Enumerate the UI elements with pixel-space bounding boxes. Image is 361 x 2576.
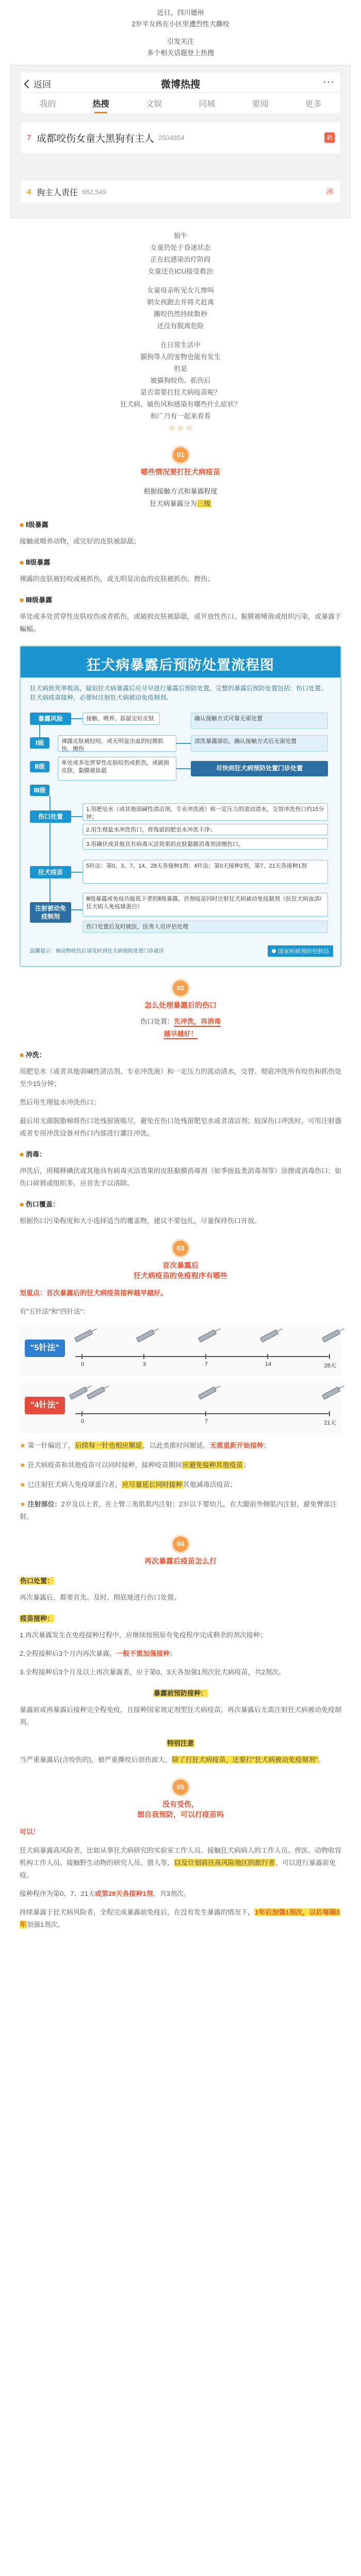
section-number-badge: 02 — [173, 980, 188, 996]
label-text: 消毒： — [25, 1150, 46, 1158]
note-highlight: 应避免接种其他疫苗 — [182, 1461, 243, 1469]
syringe-icon — [322, 1329, 340, 1343]
wash-text: 最后用无菌脱脂棉将伤口处残留液吸尽，避免在伤口处残留肥皂水或者清洁剂；较深伤口冲洗时，可用注射器或者专用冲洗设备对伤口内部进行灌注冲洗。 — [20, 1117, 342, 1137]
day-label: 0 — [80, 1361, 85, 1367]
pre-exposure-label — [20, 1688, 341, 1698]
flowchart-title: 狂犬病暴露后预防处置流程图 — [87, 657, 274, 673]
new-badge: 新 — [324, 132, 335, 143]
tab-entertainment[interactable]: 文娱 — [145, 99, 162, 109]
bullet-icon: ■ — [20, 596, 24, 604]
section-title: 没有受伤， — [162, 1800, 199, 1808]
heat-count: 2504654 — [158, 133, 185, 142]
hot-topic[interactable]: 狗主人责任 — [37, 188, 78, 197]
exposure-text-3: 单处或多处贯穿性皮肤咬伤或者抓伤，或破损皮肤被舔舐，或开放性伤口、黏膜被唾液或组织污染，或暴露于蝙蝠。 — [20, 613, 342, 633]
label-text: Ⅰ级暴露 — [25, 521, 48, 529]
vaccine-schedule-text: 5针法：第0、3、7、14、28天各接种1剂；4针法：第0天接种2剂，第7、21天各接种1剂 — [83, 860, 328, 884]
day-label: 7 — [204, 1361, 208, 1367]
exposure-label-3 — [20, 595, 341, 604]
step-text: ； — [170, 1650, 177, 1657]
exposure-text-1: 接触或喂养动物，或完好的皮肤被舔舐； — [20, 537, 141, 545]
intro-line: 近日，四川德州 — [157, 9, 204, 16]
note-text: ； — [243, 1461, 250, 1469]
weibo-header — [21, 73, 340, 93]
section-number-badge: 04 — [173, 1536, 188, 1552]
boil-badge: 沸 — [326, 188, 333, 196]
five-dose-tag: "5针法" — [25, 1340, 65, 1357]
lead-line: 根据接触方式和暴露程度 — [143, 487, 218, 495]
wound-step-2: 2.用生理盐水冲洗伤口，将残留的肥皂水冲洗干净； — [83, 824, 328, 835]
tab-more[interactable]: 更多 — [305, 99, 322, 109]
note-1 — [20, 1439, 341, 1452]
section-header-1 — [0, 447, 361, 477]
section-number-badge: 05 — [173, 1780, 188, 1795]
note-highlight: 应尽量延长同时接种 — [122, 1481, 183, 1488]
syringe-icon — [74, 1329, 93, 1343]
flow-arrow — [39, 725, 40, 737]
label-text: 伤口处置： — [20, 1577, 54, 1585]
level-2-desc: 裸露皮肤被轻咬，或无明显出血的轻微抓伤、擦伤 — [58, 735, 176, 752]
story-line: 狼牛 — [173, 232, 187, 240]
label-text: Ⅱ级暴露 — [25, 558, 51, 566]
section-title: 怎么处理暴露后的伤口 — [144, 1001, 217, 1009]
note-text: 已注射狂犬病人免疫球蛋白者， — [27, 1481, 122, 1488]
vaccination-step-1: 1.再次暴露发生在免疫接种过程中，应继续按照原有免疫程序完成剩余的剂次接种； — [20, 1631, 267, 1639]
body-text: 加强1剂次。 — [27, 1921, 64, 1928]
level-1-box: Ⅰ级 — [30, 737, 50, 749]
timeline-line — [75, 1413, 329, 1414]
weibo-title: 微博热搜 — [160, 79, 200, 90]
note-text: 其他减毒活疫苗； — [183, 1481, 237, 1488]
body-text: ，可以进行暴露前免疫。 — [20, 1859, 336, 1879]
lead-text: 狂犬病暴露分为 — [150, 500, 197, 507]
bullet-icon: ■ — [20, 558, 24, 566]
level-2-box: Ⅱ级 — [30, 761, 50, 772]
hot-search-row[interactable] — [21, 181, 340, 202]
brand-logo-icon — [272, 949, 276, 953]
vaccination-step-2 — [20, 1648, 341, 1660]
note-label: 注射部位： — [27, 1500, 61, 1508]
intro-block — [0, 0, 361, 59]
weibo-tabs — [21, 93, 340, 114]
day-label: 21天 — [324, 1420, 336, 1426]
section-title: 首次暴露后 — [162, 1261, 199, 1269]
wound-text: 再次暴露后，都要首先、及时、彻底地进行伤口处置。 — [20, 1594, 181, 1601]
timeline-line — [75, 1356, 329, 1357]
label-text: Ⅲ级暴露 — [25, 596, 53, 604]
day-label: 0 — [80, 1418, 85, 1425]
note-text: 当严重暴露后(含咬伤的)，被严重撕咬后创伤面大， — [20, 1756, 172, 1764]
label-text: 冲洗： — [25, 1051, 46, 1059]
body-red: 1年后加强1剂次，以后每隔3年 — [20, 1908, 340, 1928]
vaccination-label — [20, 1613, 341, 1623]
section-header-2 — [0, 980, 361, 1010]
special-note-label — [20, 1738, 341, 1748]
story-line: 朝女孩跑去并将犬赶离 — [146, 298, 214, 306]
pre-exposure-schedule — [20, 1888, 341, 1900]
day-label: 7 — [204, 1418, 208, 1425]
weibo-hot-search-screenshot — [10, 65, 351, 218]
label-text: 疫苗接种： — [20, 1615, 54, 1622]
flow-arrow — [50, 823, 51, 866]
special-note-text — [20, 1754, 341, 1766]
flow-arrow — [71, 909, 83, 910]
vaccination-step-3: 3.全程接种后3个月及以上再次暴露者，应于第0、3天各加强1剂次狂犬病疫苗，共2剂次。 — [20, 1668, 285, 1676]
intro-line: 多个相关话题登上热搜 — [146, 49, 214, 57]
pre-exposure-text: 暴露前或再暴露后接种完全程免疫，且接种国家规定剂型狂犬病疫苗，再次暴露后无需注射狂犬病被动免疫制剂。 — [20, 1706, 342, 1726]
wound-step-3: 3.用碘伏或其他具有病毒灭活效果的皮肤黏膜消毒剂涂擦伤口。 — [83, 838, 328, 850]
emoji-dots: ☺ ☺ ☺ — [168, 424, 193, 432]
step-text: 2.全程接种后3个月内再次暴露， — [20, 1650, 117, 1657]
timeline-tick — [329, 1354, 330, 1359]
step-red: 一般不需加强接种 — [116, 1650, 170, 1657]
section-5-body — [0, 1826, 361, 1931]
flowchart-intro: 狂犬病致死率极高，疑似狂犬病暴露后应尽早进行暴露后预防处置，完整的暴露后预防处置包括：伤口处置、狂犬病疫苗接种，必要时注射狂犬病被动免疫制剂。 — [30, 685, 327, 701]
flow-arrow — [71, 816, 83, 817]
note-highlight: 后续每一针也相应顺延 — [75, 1442, 142, 1449]
back-label: 返回 — [34, 80, 51, 90]
wound-label — [20, 1575, 341, 1585]
story-line: 在日常生活中 — [160, 341, 201, 349]
section-title: 再次暴露后疫苗怎么打 — [144, 1557, 217, 1565]
booster-text — [20, 1906, 341, 1931]
section-number-badge: 03 — [173, 1241, 188, 1256]
tab-hot[interactable]: 热搜 — [91, 93, 110, 113]
level-3-desc: 单处或多处贯穿性皮肤咬伤或抓伤，或破损皮肤、黏膜被舔舐 — [58, 757, 176, 781]
schemes-intro: 有"五针法"和"四针法"： — [20, 1308, 90, 1315]
story-line: 女童仍处于昏迷状态 — [150, 244, 211, 251]
exposure-label-2 — [20, 557, 341, 567]
cover-label — [20, 1199, 341, 1209]
flow-arrow — [176, 768, 191, 769]
highlight-three-levels: 三级 — [197, 500, 211, 507]
tab-mine[interactable]: 我的 — [39, 99, 56, 109]
note-text: ，以此类推时间顺延， — [142, 1442, 210, 1449]
flow-arrow — [71, 718, 83, 719]
timeline-tick — [267, 1354, 268, 1359]
subtitle-red: 越早越好！ — [163, 1030, 197, 1039]
label-text: 暴露前预防接种： — [153, 1689, 207, 1697]
section-subtitle: 狂犬病疫苗的免疫程序有哪些 — [134, 1272, 227, 1280]
note-text: 。 — [318, 1756, 325, 1764]
timeline-tick — [81, 1354, 83, 1359]
section-2-body — [0, 1049, 361, 1227]
note-text: ； — [263, 1442, 270, 1449]
immune-box: 注射被动免疫制剂 — [30, 902, 71, 923]
hot-topic[interactable]: 成都咬伤女童大黑狗有主人 — [37, 133, 155, 144]
note-text: 2岁及以上者，在上臂三角肌肌内注射；2岁以下婴幼儿，在大腿前外侧肌内注射，避免臀部注射。 — [20, 1500, 337, 1520]
day-label: 14 — [265, 1361, 272, 1367]
four-dose-schedule — [20, 1382, 341, 1432]
star-icon: ★ — [20, 1500, 26, 1508]
story-line: 但是 — [173, 365, 187, 372]
subtitle-red: 先冲洗，再消毒 — [174, 1018, 221, 1027]
four-dose-tag: "4针法" — [25, 1397, 65, 1414]
subtitle-line — [0, 1028, 361, 1040]
day-label: 28天 — [324, 1363, 336, 1369]
story-line: 正在抗感染治疗阶段 — [150, 256, 211, 263]
wash-label — [20, 1049, 341, 1059]
section-1-lead — [0, 485, 361, 510]
story-line: 女童母亲听见女儿惨叫 — [146, 286, 214, 294]
star-icon: ★ — [20, 1461, 26, 1469]
exposure-text-2: 裸露的皮肤被轻咬或被抓伤，或无明显出血的皮肤被抓伤、擦伤； — [20, 575, 215, 583]
brand-text: 国家疾病预防控制局 — [278, 948, 329, 955]
timeline-tick — [81, 1411, 83, 1416]
warning-text: 伤口处置后及时就医，医务人员评估处理 — [83, 921, 328, 933]
label-text: 伤口覆盖： — [25, 1200, 59, 1208]
flowchart-brand — [268, 945, 333, 957]
syringe-icon — [260, 1329, 278, 1343]
intro-line: 2岁半女孩在小区里遭烈性犬撕咬 — [132, 20, 229, 28]
section-2-subtitle — [0, 1015, 361, 1040]
flow-arrow — [176, 743, 191, 744]
pre-exposure-risk-text — [20, 1844, 341, 1882]
star-icon: ★ — [20, 1481, 26, 1488]
contact-box: 接触、喂养、舔舐完好皮肤 — [83, 713, 160, 725]
section-header-4 — [0, 1536, 361, 1566]
section-1-body — [0, 519, 361, 635]
story-line: 撕咬仍然持续数秒 — [153, 310, 207, 318]
hot-search-row[interactable] — [21, 122, 340, 153]
exposure-label-1 — [20, 519, 341, 529]
disinfect-text: 冲洗后，用稀释碘伏或其他具有病毒灭活效果的皮肤黏膜消毒剂（如季铵盐类消毒剂等）涂擦或消毒伤口；如伤口碎屑或组织多，应首先予以清除。 — [20, 1167, 342, 1187]
label-text: 特别注意 — [167, 1739, 194, 1747]
rank-number: 4 — [26, 187, 31, 196]
note-text: 狂犬病疫苗和其他疫苗可以同时接种，接种疫苗期间 — [27, 1461, 182, 1469]
bullet-icon: ■ — [20, 521, 24, 529]
flowchart-footnote: 温馨提示：被动物咬伤后请及时到狂犬病预防处置门诊就诊 — [30, 948, 164, 954]
section-subtitle: 想自我预防，可以打疫苗吗 — [137, 1810, 224, 1819]
subtitle-text: 伤口处置： — [140, 1018, 174, 1025]
wash-text: 用肥皂水（或者其他弱碱性清洁剂、专业冲洗液）和一定压力的流动清水，交替、彻底冲洗所有咬伤和抓伤处至少15分钟； — [20, 1067, 342, 1088]
star-icon: ★ — [20, 1442, 26, 1449]
lead-line — [0, 498, 361, 510]
vaccine-box: 狂犬疫苗 — [30, 866, 71, 878]
key-point: 划重点：首次暴露后的狂犬病疫苗接种越早越好。 — [20, 1289, 168, 1297]
story-line: 猫狗等人的宠物也能有发生 — [140, 353, 221, 361]
bullet-icon: ■ — [20, 1200, 24, 1208]
section-3-notes — [0, 1439, 361, 1523]
no-treatment-box: 确认接触方式可靠无需处置 — [191, 713, 328, 729]
story-line: 狂犬病、破伤风和感染有哪些什么症状？ — [120, 400, 241, 408]
wound-treatment-box: 伤口处置 — [30, 810, 71, 823]
tab-news[interactable]: 要闻 — [252, 99, 269, 109]
wound-step-1: 1.用肥皂水（或其他弱碱性清洁剂、专业冲洗液）和一定压力的流动清水，交替冲洗伤口约15分钟； — [83, 803, 328, 821]
story-line: 女童还在ICU接受救治 — [147, 267, 214, 275]
intro-line: 引发关注 — [167, 38, 194, 45]
syringe-icon — [69, 1386, 88, 1400]
timeline-tick — [329, 1411, 330, 1416]
cover-text: 根据伤口污染程度和大小选择适当的覆盖物，建议不要包扎，尽量保持伤口开放。 — [20, 1217, 261, 1225]
more-icon[interactable]: ··· — [323, 76, 335, 88]
note-highlight: 除了打狂犬病疫苗，还要打"狂犬病被动免疫制剂" — [172, 1756, 318, 1764]
five-dose-schedule — [20, 1325, 341, 1375]
note-3 — [20, 1479, 341, 1491]
section-3-body — [0, 1287, 361, 1318]
day-label: 3 — [142, 1361, 146, 1367]
body-text: 持续暴露于狂犬病风险者，全程完成暴露前免疫后，在没有发生暴露的情况下， — [20, 1908, 255, 1916]
note-red: 无需重新开始接种 — [209, 1442, 264, 1449]
bullet-icon: ■ — [20, 1150, 24, 1158]
level-3-box: Ⅲ级 — [30, 785, 50, 796]
section-number-badge: 01 — [173, 447, 188, 463]
answer-text: 可以！ — [20, 1828, 40, 1836]
section-title: 哪些情况要打狂犬病疫苗 — [141, 468, 220, 476]
flow-arrow — [50, 796, 51, 810]
story-line: 还没有脱离危险 — [157, 322, 204, 330]
tab-local[interactable]: 同城 — [199, 99, 216, 109]
section-header-5 — [0, 1780, 361, 1820]
flow-arrow — [71, 872, 83, 873]
timeline-tick — [205, 1411, 206, 1416]
body-text: ，共3剂次。 — [153, 1890, 190, 1897]
flow-arrow — [50, 878, 51, 902]
disinfect-label — [20, 1149, 341, 1159]
wash-text: 然后用生理盐水冲洗伤口； — [20, 1098, 101, 1106]
clinic-box: 尽快到狂犬病预防处置门诊处置 — [191, 761, 328, 776]
body-red: 或第28天各接种1剂 — [94, 1890, 153, 1897]
timeline-tick — [143, 1354, 144, 1359]
note-text: 第一针偏迟了， — [27, 1442, 75, 1449]
section-4-body — [0, 1575, 361, 1766]
syringe-icon — [136, 1329, 155, 1343]
section-header-3 — [0, 1241, 361, 1281]
story-line: 和广乃有一起来看看 — [150, 412, 211, 420]
subtitle-line — [0, 1015, 361, 1028]
syringe-icon — [198, 1329, 217, 1343]
timeline-tick — [205, 1354, 206, 1359]
exposure-risk-box: 暴露风险 — [30, 713, 71, 725]
body-text: 狂犬病暴露高风险者，比如从事狂犬病研究的实验室工作人员、接触狂犬病病人的工作人员、兽医、动物收容机构工作人员、接触野生动物的研究人员、猎人等， — [20, 1846, 342, 1867]
syringe-icon — [87, 1386, 105, 1400]
syringe-icon — [322, 1386, 340, 1400]
rabies-flowchart — [20, 646, 341, 967]
wash-box: 清洗暴露部位，确认接触方式后无需处置 — [191, 735, 328, 752]
note-2 — [20, 1459, 341, 1471]
heat-count: 682,549 — [82, 188, 107, 196]
story-text — [0, 218, 361, 434]
story-line: 是否需要打狂犬病疫苗呢？ — [140, 388, 221, 396]
bullet-icon: ■ — [20, 1051, 24, 1059]
immune-text: Ⅲ级暴露或免疫功能低下者的Ⅱ级暴露，首剂疫苗同时注射狂犬病被动免疫制剂（抗狂犬病血清/狂犬病人免疫球蛋白） — [83, 893, 328, 917]
note-4 — [20, 1498, 341, 1523]
body-highlight: 以及计划前往高风险地区的旅行者 — [174, 1859, 275, 1867]
rank-number: 7 — [26, 133, 31, 142]
body-text: 接种程序为第0、7、21天 — [20, 1890, 95, 1897]
story-line: 被猫狗咬伤、抓伤后 — [150, 377, 211, 384]
syringe-icon — [198, 1386, 217, 1400]
